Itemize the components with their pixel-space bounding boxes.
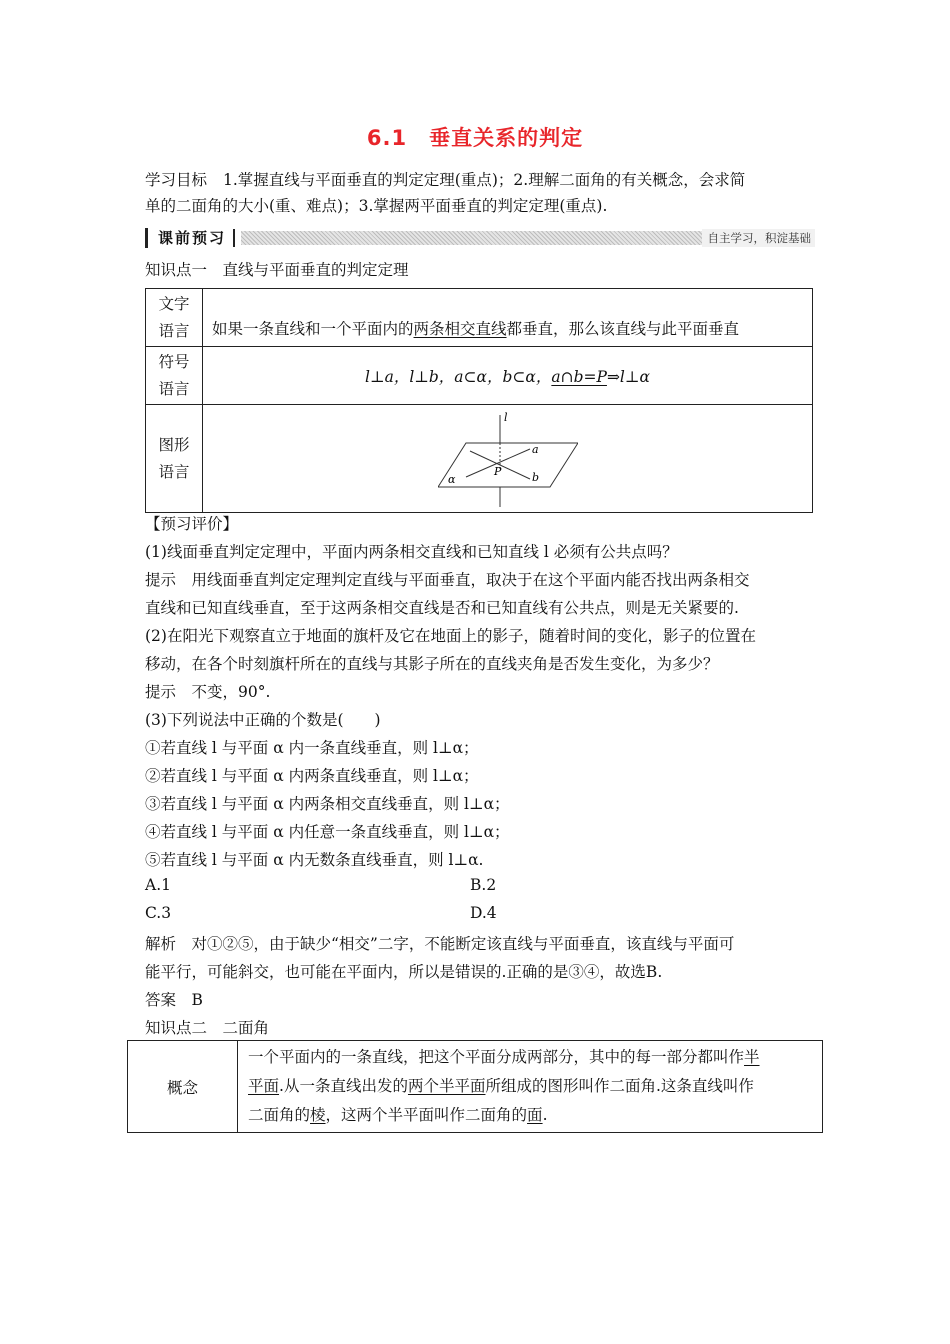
concept-label: 概念 xyxy=(128,1041,238,1133)
underlined-two-lines: 两条相交直线 xyxy=(413,320,507,338)
hint-1-line-2: 直线和已知直线垂直，至于这两条相交直线是否和已知直线有公共点，则是无关紧要的. xyxy=(145,599,739,617)
label-b: b xyxy=(531,470,539,484)
banner-label: 课前预习 xyxy=(145,228,232,248)
symbol-language-row xyxy=(146,347,813,405)
learning-goals-line-1 xyxy=(145,168,745,190)
theorem-table xyxy=(145,288,813,513)
hint-1-line-1: 提示 用线面垂直判定定理判定直线与平面垂直，取决于在这个平面内能否找出两条相交 xyxy=(145,571,750,589)
review-heading: 【预习评价】 xyxy=(145,515,239,533)
text-language-content: 如果一条直线和一个平面内的两条相交直线都垂直，那么该直线与此平面垂直 xyxy=(203,289,813,347)
question-1: (1)线面垂直判定定理中，平面内两条相交直线和已知直线 l 必须有公共点吗？ xyxy=(145,543,678,561)
choice-B: B.2 xyxy=(470,876,497,894)
symbol-language-label: 符号 语言 xyxy=(146,347,203,405)
concept-line-3: 二面角的棱，这两个半平面叫作二面角的面. xyxy=(248,1106,548,1124)
figure-cell xyxy=(203,405,813,513)
figure-language-row xyxy=(146,405,813,513)
answer: 答案 B xyxy=(145,991,203,1009)
goals-text-1: 1.掌握直线与平面垂直的判定定理(重点)；2.理解二面角的有关概念，会求简 xyxy=(223,171,746,189)
label-l: l xyxy=(503,410,508,424)
choice-C: C.3 xyxy=(145,904,172,922)
label-alpha: α xyxy=(447,472,455,486)
banner-subtitle: 自主学习，积淀基础 xyxy=(702,229,816,247)
concept-line-1: 一个平面内的一条直线，把这个平面分成两部分，其中的每一部分都叫作半 xyxy=(248,1048,760,1066)
knowledge-point-2-heading: 知识点二 二面角 xyxy=(145,1019,270,1037)
figure-language-label: 图形 语言 xyxy=(146,405,203,513)
question-2-line-1: (2)在阳光下观察直立于地面的旗杆及它在地面上的影子，随着时间的变化，影子的位置在 xyxy=(145,627,756,645)
label-a: a xyxy=(531,442,539,456)
learning-goals-line-2: 单的二面角的大小(重、难点)；3.掌握两平面垂直的判定定理(重点). xyxy=(145,197,608,215)
question-2-line-2: 移动，在各个时刻旗杆所在的直线与其影子所在的直线夹角是否发生变化，为多少？ xyxy=(145,655,719,673)
question-3: (3)下列说法中正确的个数是( ) xyxy=(145,711,381,729)
hint-2: 提示 不变，90°. xyxy=(145,683,271,701)
text-language-row xyxy=(146,289,813,347)
option-3: ③若直线 l 与平面 α 内两条相交直线垂直，则 l⊥α； xyxy=(145,795,510,813)
page-title xyxy=(0,122,950,152)
concept-content xyxy=(238,1041,823,1133)
concept-row xyxy=(128,1041,823,1133)
title-text: 垂直关系的判定 xyxy=(429,126,584,150)
option-4: ④若直线 l 与平面 α 内任意一条直线垂直，则 l⊥α； xyxy=(145,823,510,841)
label-P: P xyxy=(493,464,501,478)
section-banner xyxy=(145,228,815,248)
option-2: ②若直线 l 与平面 α 内两条直线垂直，则 l⊥α； xyxy=(145,767,479,785)
knowledge-point-1-heading: 知识点一 直线与平面垂直的判定定理 xyxy=(145,261,409,279)
choice-D: D.4 xyxy=(470,904,497,922)
analysis-line-2: 能平行，可能斜交，也可能在平面内，所以是错误的.正确的是③④，故选B. xyxy=(145,963,663,981)
plane-alpha xyxy=(438,443,578,487)
option-5: ⑤若直线 l 与平面 α 内无数条直线垂直，则 l⊥α. xyxy=(145,851,484,869)
text-language-label: 文字 语言 xyxy=(146,289,203,347)
analysis-line-1: 解析 对①②⑤，由于缺少“相交”二字，不能断定该直线与平面垂直，该直线与平面可 xyxy=(145,935,735,953)
goals-label: 学习目标 xyxy=(145,171,208,189)
underlined-intersection: a∩b=P xyxy=(551,367,607,386)
choice-A: A.1 xyxy=(145,876,171,894)
line-plane-perpendicular-figure xyxy=(438,411,578,509)
title-number: 6.1 xyxy=(366,126,408,150)
symbol-language-content: l⊥a，l⊥b，a⊂α，b⊂α，a∩b=P⇒l⊥α xyxy=(203,347,813,405)
option-1: ①若直线 l 与平面 α 内一条直线垂直，则 l⊥α； xyxy=(145,739,479,757)
concept-line-2: 平面.从一条直线出发的两个半平面所组成的图形叫作二面角.这条直线叫作 xyxy=(248,1077,754,1095)
dihedral-angle-table xyxy=(127,1040,823,1133)
